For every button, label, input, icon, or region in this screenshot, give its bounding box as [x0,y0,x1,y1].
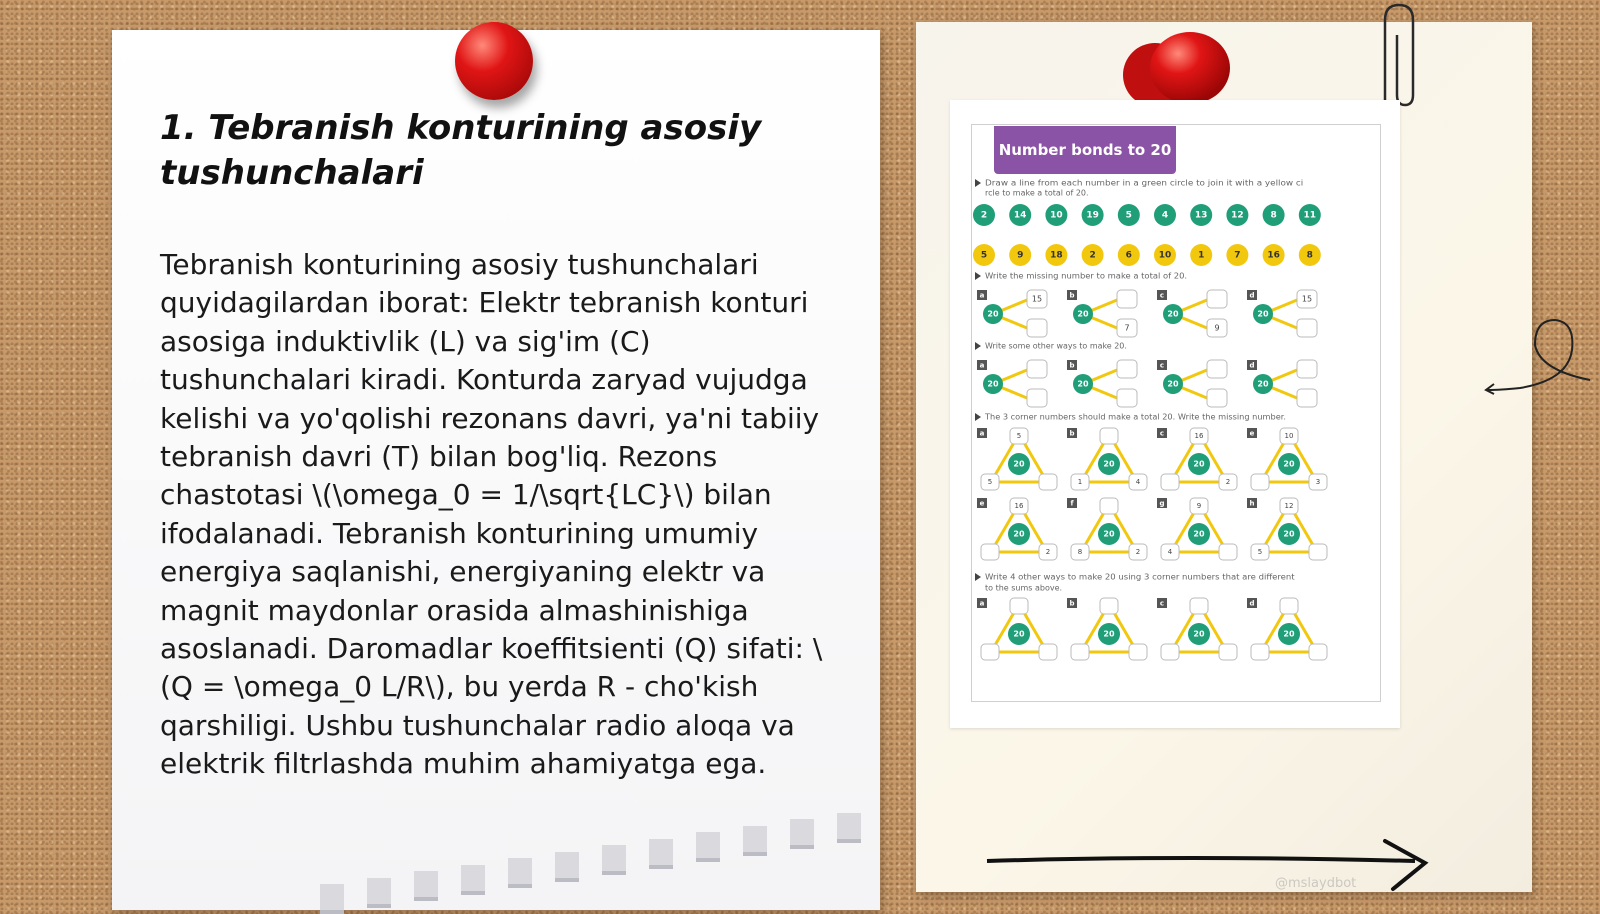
letter-label: d [1249,599,1255,608]
instruction-text: Write the missing number to make a total of 20. [985,271,1188,281]
letter-label: c [1159,429,1165,438]
answer-box [1100,498,1118,514]
green-number: 8 [1270,210,1277,221]
instruction-text: Write some other ways to make 20. [985,341,1127,351]
paper-tab [555,852,579,882]
center-value: 20 [1283,459,1295,469]
green-number: 11 [1303,210,1317,221]
answer-box [1251,474,1269,490]
center-value: 20 [1103,629,1115,639]
letter-label: e [1249,429,1255,438]
instruction-text: Draw a line from each number in a green circle to join it with a yellow ci [985,178,1304,188]
yellow-number: 18 [1050,250,1063,261]
center-value: 20 [987,309,999,319]
center-value: 20 [1013,629,1025,639]
yellow-number: 10 [1158,250,1172,261]
corner-value: 2 [1045,548,1051,556]
letter-label: b [1069,429,1075,438]
letter-label: b [1069,599,1075,608]
yellow-number: 6 [1125,250,1132,261]
corner-value: 4 [1167,548,1173,556]
corner-value: 16 [1194,432,1204,440]
answer-box [1297,389,1317,407]
answer-box [1309,644,1327,660]
green-number: 2 [980,210,988,221]
slide-title: 1. Tebranish konturining asosiy tushunchalari [160,108,762,193]
answer-box [1100,598,1118,614]
answer-box [1100,428,1118,444]
green-number: 5 [1125,210,1132,221]
answer-box [1309,544,1327,560]
pair-value: 15 [1031,294,1043,304]
letter-label: f [1070,499,1074,508]
torn-paper-edge [320,810,880,900]
answer-box [1027,389,1047,407]
worksheet-content [971,124,1381,702]
answer-box [1027,360,1047,378]
watermark: @mslaydbot [1275,876,1357,891]
answer-box [1071,644,1089,660]
answer-box [1039,474,1057,490]
paper-tab [790,819,814,849]
answer-box [1161,644,1179,660]
answer-box [1039,644,1057,660]
paper-tab [837,813,861,843]
corner-value: 5 [1257,548,1263,556]
answer-box [1161,474,1179,490]
answer-box [1117,290,1137,308]
answer-box [1207,290,1227,308]
answer-box [1117,389,1137,407]
answer-box [1190,598,1208,614]
paper-tab [649,839,673,869]
green-number: 12 [1231,210,1244,221]
center-value: 20 [1193,629,1205,639]
letter-label: b [1069,361,1075,370]
letter-label: d [1249,361,1255,370]
center-value: 20 [1283,529,1295,539]
answer-box [981,644,999,660]
letter-label: d [1249,291,1255,300]
paper-tab [414,871,438,901]
play-icon [975,179,981,187]
corner-value: 5 [1016,432,1022,440]
instruction-text: The 3 corner numbers should make a total 20. Write the missing number. [983,412,1286,422]
corner-value: 1 [1077,478,1083,486]
pair-value: 7 [1124,323,1130,333]
center-value: 20 [1283,629,1295,639]
yellow-number: 1 [1198,250,1205,261]
corner-value: 5 [987,478,993,486]
answer-box [1207,389,1227,407]
center-value: 20 [1103,459,1115,469]
center-value: 20 [987,379,999,389]
yellow-number: 2 [1089,250,1096,261]
play-icon [975,413,981,421]
green-number: 10 [1050,210,1063,221]
yellow-number: 7 [1234,250,1241,261]
answer-box [1297,319,1317,337]
paper-tab [696,832,720,862]
center-value: 20 [1193,529,1205,539]
corner-value: 2 [1135,548,1141,556]
answer-box [981,544,999,560]
center-value: 20 [1193,459,1205,469]
center-value: 20 [1013,529,1025,539]
corner-value: 9 [1196,502,1202,510]
letter-label: b [1069,291,1075,300]
corner-value: 16 [1014,502,1024,510]
worksheet-title: Number bonds to 20 [994,126,1176,174]
corner-value: 2 [1225,478,1231,486]
letter-label: e [979,499,985,508]
answer-box [1219,644,1237,660]
play-icon [975,573,981,581]
answer-box [1117,360,1137,378]
corner-value: 10 [1284,432,1294,440]
green-number: 4 [1161,210,1169,221]
play-icon [975,342,981,350]
red-pushpin [455,22,533,100]
letter-label: a [979,599,985,608]
arrow-right-icon [985,835,1445,895]
green-number: 13 [1194,210,1208,221]
letter-label: c [1159,599,1165,608]
center-value: 20 [1257,379,1269,389]
answer-box [1297,360,1317,378]
letter-label: c [1159,291,1165,300]
paper-tab [602,845,626,875]
center-value: 20 [1167,309,1179,319]
answer-box [1280,598,1298,614]
letter-label: g [1159,499,1165,508]
center-value: 20 [1257,309,1269,319]
letter-label: a [979,429,985,438]
corner-value: 8 [1077,548,1083,556]
paper-tab [508,858,532,888]
pair-value: 15 [1301,294,1313,304]
yellow-number: 16 [1267,250,1280,261]
answer-box [1129,644,1147,660]
paper-tab [743,826,767,856]
center-value: 20 [1077,379,1089,389]
green-number: 19 [1086,210,1099,221]
scribble-arrow-icon [1480,310,1600,410]
slide-body-text: Tebranish konturining asosiy tushunchalari quyidagilardan iborat: Elektr tebranish konturi asosiga induktivlik (L) va sig'im (C) tushunchalari kiradi. Konturda zaryad vujudga kelishi va yo'qolishi rezonans davri, ya'ni tabiiy tebranish davri (T) bilan bog'liq. Rezons chastotasi \(\omega_0 = 1/\sqrt{LC}\) bilan ifodalanadi. Tebranish konturining umumiy energiya saqlanishi, energiyaning elektr va magnit maydonlar orasida almashinishiga asoslanadi. Daromadlar koeffitsienti (Q) sifati: \(Q = \omega_0 L/R\), bu yerda R - cho'kish qarshiligi. Ushbu tushunchalar radio aloqa va elektrik filtrlashda muhim ahamiyatga ega. [160,248,823,781]
letter-label: a [979,361,985,370]
yellow-number: 8 [1306,250,1313,261]
corner-value: 3 [1315,478,1321,486]
play-icon [975,272,981,280]
instruction-text-cont: to the sums above. [985,583,1063,593]
center-value: 20 [1103,529,1115,539]
instruction-text: Write 4 other ways to make 20 using 3 corner numbers that are different [985,572,1295,582]
instruction-text-cont: rcle to make a total of 20. [985,188,1089,198]
red-pushpin-right [1120,30,1240,110]
green-number: 14 [1013,210,1027,221]
answer-box [1251,644,1269,660]
paper-tab [461,865,485,895]
letter-label: h [1249,499,1255,508]
answer-box [1027,319,1047,337]
paper-tab [367,878,391,908]
pair-value: 9 [1214,323,1220,333]
letter-label: c [1159,361,1165,370]
corner-value: 4 [1135,478,1141,486]
yellow-number: 9 [1017,250,1024,261]
center-value: 20 [1013,459,1025,469]
center-value: 20 [1167,379,1179,389]
corner-value: 12 [1284,502,1294,510]
yellow-number: 5 [980,250,988,261]
center-value: 20 [1077,309,1089,319]
answer-box [1010,598,1028,614]
paper-tab [320,884,344,914]
letter-label: a [979,291,985,300]
answer-box [1219,544,1237,560]
answer-box [1207,360,1227,378]
